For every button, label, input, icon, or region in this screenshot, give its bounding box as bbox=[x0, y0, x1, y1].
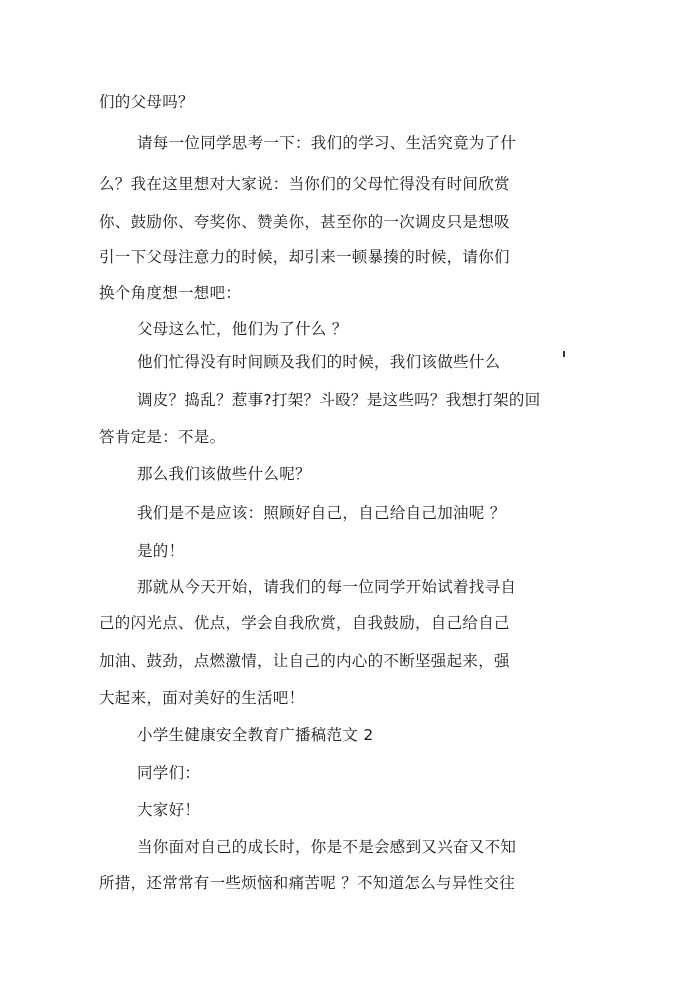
stray-mark bbox=[563, 351, 565, 357]
text-line: 那就从今天开始，请我们的每一位同学开始试着找寻自 bbox=[137, 578, 517, 596]
text-line: 换个角度想一想吧： bbox=[99, 284, 242, 302]
text-line: 同学们： bbox=[137, 764, 201, 782]
text-line: 请每一位同学思考一下：我们的学习、生活究竟为了什 bbox=[137, 134, 517, 152]
text-line: 我们是不是应该：照顾好自己，自己给自己加油呢 ？ bbox=[137, 504, 506, 522]
text-line: 引一下父母注意力的时候，却引来一顿暴揍的时候，请你们 bbox=[99, 248, 510, 266]
text-line: 所措，还常常有一些烦恼和痛苦呢 ？不知道怎么与异性交往 bbox=[99, 874, 516, 892]
text-line: 是的！ bbox=[137, 542, 185, 560]
text-line: 你、鼓励你、夸奖你、赞美你，甚至你的一次调皮只是想吸 bbox=[99, 213, 510, 231]
text-line: 大起来，面对美好的生活吧！ bbox=[99, 689, 305, 707]
text-line: 那么我们该做些什么呢？ bbox=[137, 465, 311, 483]
section-heading: 小学生健康安全教育广播稿范文 2 bbox=[137, 726, 374, 744]
text-line: 父母这么忙，他们为了什么 ？ bbox=[137, 320, 348, 338]
text-line: 加油、鼓劲，点燃激情，让自己的内心的不断坚强起来，强 bbox=[99, 652, 510, 670]
text-line: 他们忙得没有时间顾及我们的时候，我们该做些什么 bbox=[137, 353, 501, 371]
text-line: 调皮？捣乱？惹事?打架？斗殴？是这些吗？我想打架的回 bbox=[137, 391, 541, 409]
text-line: 答肯定是：不是。 bbox=[99, 428, 226, 446]
text-line: 们的父母吗？ bbox=[99, 93, 194, 111]
text-line: 么？我在这里想对大家说：当你们的父母忙得没有时间欣赏 bbox=[99, 175, 510, 193]
text-line: 己的闪光点、优点，学会自我欣赏，自我鼓励，自己给自己 bbox=[99, 614, 510, 632]
text-line: 当你面对自己的成长时，你是不是会感到又兴奋又不知 bbox=[137, 838, 517, 856]
text-line: 大家好！ bbox=[137, 801, 201, 819]
